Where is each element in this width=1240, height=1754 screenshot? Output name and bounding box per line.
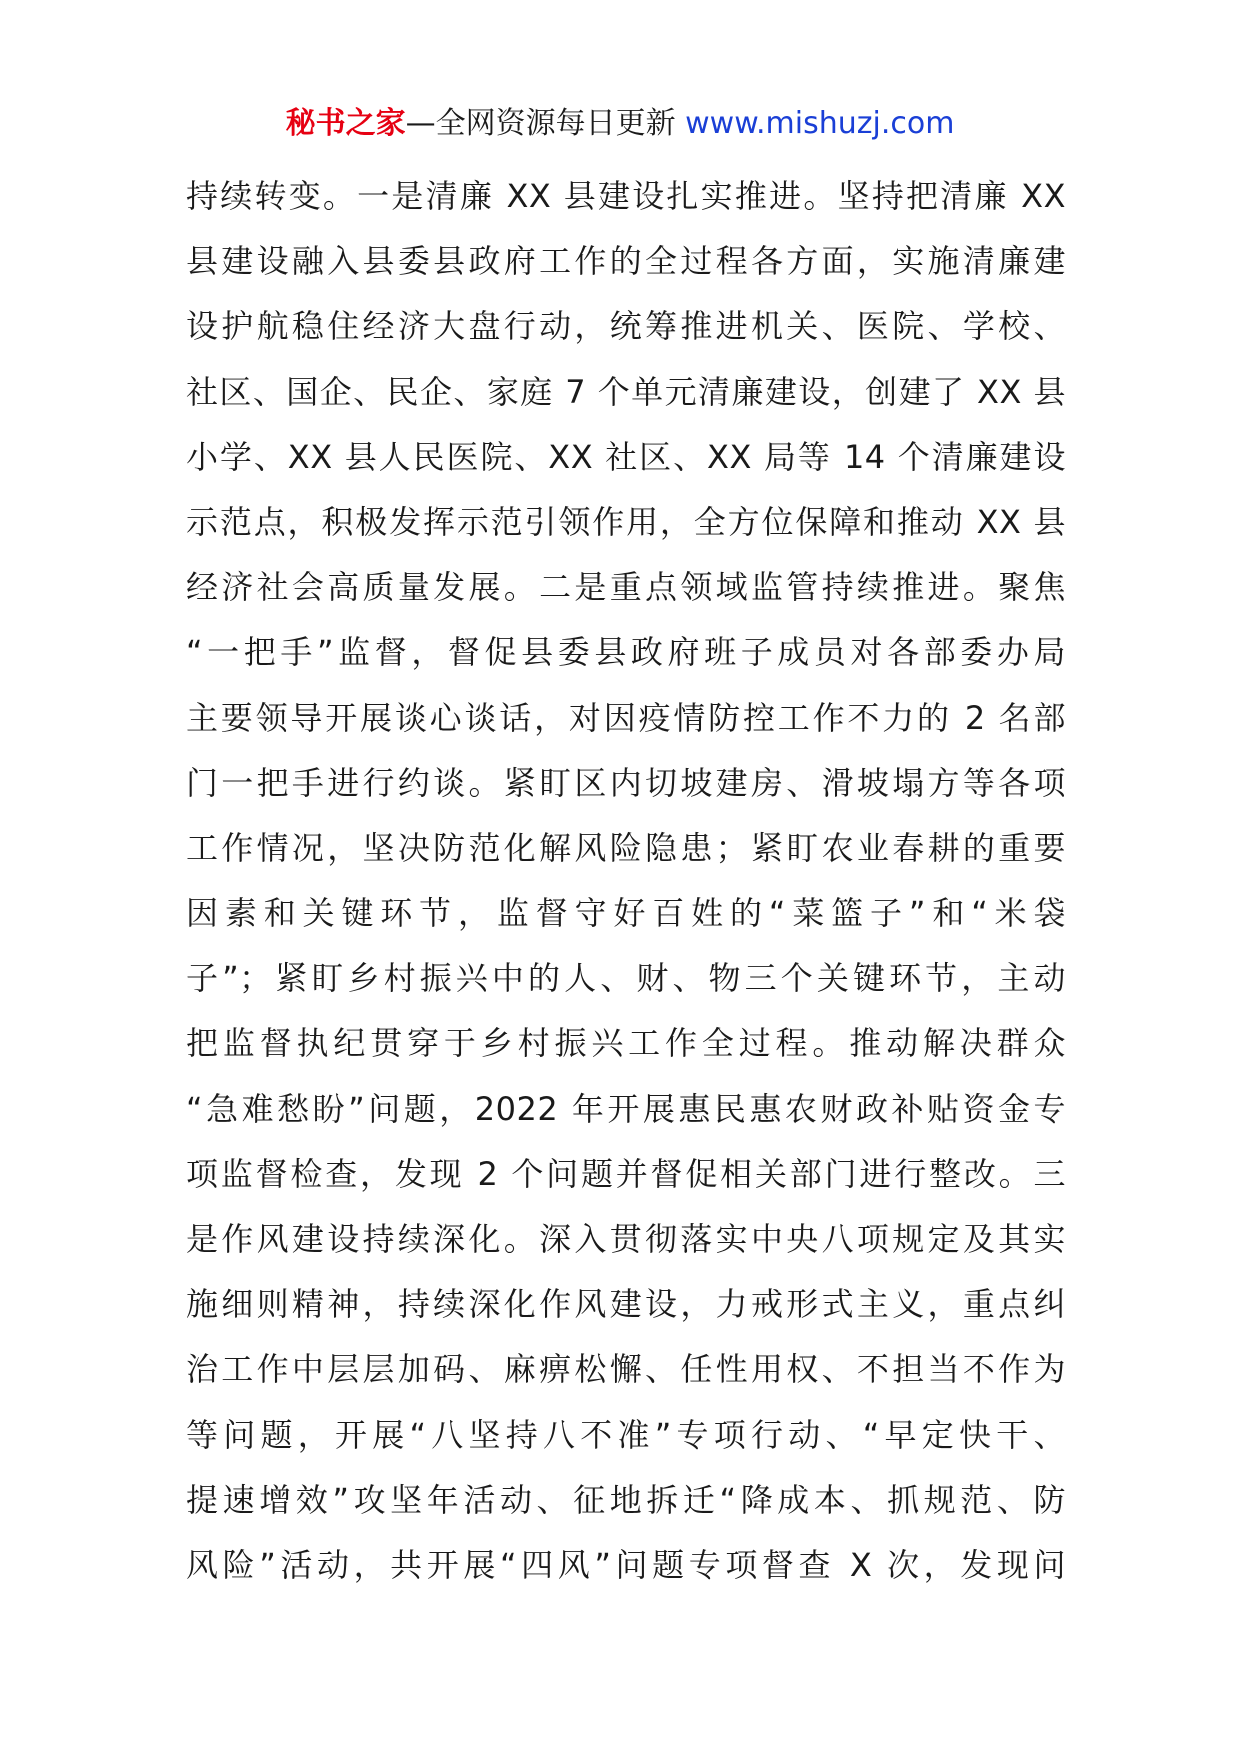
- text-line: 是作风建设持续深化。深入贯彻落实中央八项规定及其实: [186, 1220, 1066, 1258]
- brand-name: 秘书之家: [285, 106, 406, 141]
- text-line: 小学、XX 县人民医院、XX 社区、XX 局等 14 个清廉建设: [186, 437, 1066, 476]
- text-line: 等问题，开展“八坚持八不准”专项行动、“早定快干、: [186, 1415, 1066, 1454]
- header-tagline: —全网资源每日更新: [405, 106, 686, 141]
- text-line: 把监督执纪贯穿于乡村振兴工作全过程。推动解决群众: [186, 1024, 1066, 1063]
- document-body: [186, 164, 1066, 1598]
- text-line: “一把手”监督，督促县委县政府班子成员对各部委办局: [186, 633, 1066, 672]
- text-line: “急难愁盼”问题，2022 年开展惠民惠农财政补贴资金专: [186, 1089, 1066, 1128]
- text-line: 施细则精神，持续深化作风建设，力戒形式主义，重点纠: [186, 1285, 1066, 1324]
- text-line: 工作情况，坚决防范化解风险隐患；紧盯农业春耕的重要: [186, 828, 1066, 867]
- text-line: 门一把手进行约谈。紧盯区内切坡建房、滑坡塌方等各项: [186, 763, 1066, 802]
- text-line: 治工作中层层加码、麻痹松懈、任性用权、不担当不作为: [186, 1350, 1066, 1389]
- text-line: 因素和关键环节，监督守好百姓的“菜篮子”和“米袋: [186, 894, 1066, 933]
- site-url-link[interactable]: www.mishuzj.com: [685, 106, 955, 141]
- text-line: 县建设融入县委县政府工作的全过程各方面，实施清廉建: [186, 242, 1066, 281]
- text-line: 持续转变。一是清廉 XX 县建设扎实推进。坚持把清廉 XX: [186, 177, 1066, 215]
- text-line: 主要领导开展谈心谈话，对因疫情防控工作不力的 2 名部: [186, 698, 1066, 737]
- text-line: 项监督检查，发现 2 个问题并督促相关部门进行整改。三: [186, 1154, 1066, 1193]
- text-line: 提速增效”攻坚年活动、征地拆迁“降成本、抓规范、防: [186, 1480, 1066, 1519]
- site-header: [0, 104, 1240, 144]
- text-line: 设护航稳住经济大盘行动，统筹推进机关、医院、学校、: [186, 307, 1066, 346]
- text-line: 示范点，积极发挥示范引领作用，全方位保障和推动 XX 县: [186, 502, 1066, 541]
- text-line: 经济社会高质量发展。二是重点领域监管持续推进。聚焦: [186, 568, 1066, 607]
- text-line: 社区、国企、民企、家庭 7 个单元清廉建设，创建了 XX 县: [186, 372, 1066, 411]
- text-line: 子”；紧盯乡村振兴中的人、财、物三个关键环节，主动: [186, 959, 1066, 998]
- text-line: 风险”活动，共开展“四风”问题专项督查 X 次，发现问: [186, 1545, 1066, 1584]
